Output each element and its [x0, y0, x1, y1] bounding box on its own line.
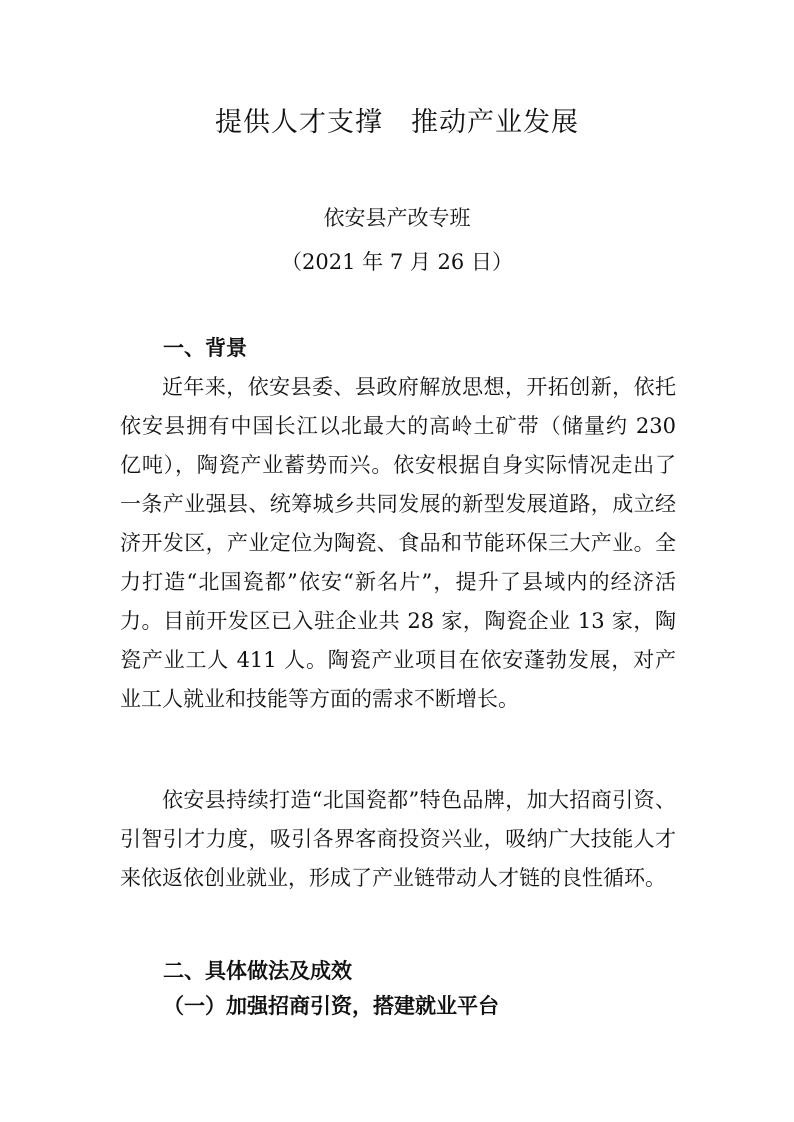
document-date: （2021 年 7 月 26 日） — [281, 250, 513, 274]
section-heading-background: 一、背景 — [163, 336, 247, 360]
document-title: 提供人才支撑 推动产业发展 — [215, 107, 579, 138]
paragraph-background-1: 近年来，依安县委、县政府解放思想，开拓创新，依托依安县拥有中国长江以北最大的高岭土矿带（储量约 230 亿吨），陶瓷产业蓄势而兴。依安根据自身实际情况走出了一条产业强县、统筹城乡共同发展的新型发展道路，成立经济开发区，产业定位为陶瓷、食品和节能环保三大产业。全力打造“北国瓷都”依安“新名片”，提升了县域内的经济活力。目前开发区已入驻企业共 28 家，陶瓷企业 13 家，陶瓷产业工人 411 人。陶瓷产业项目在依安蓬勃发展，对产业工人就业和技能等方面的需求不断增长。 — [120, 375, 676, 711]
paragraph-background-2: 依安县持续打造“北国瓷都”特色品牌，加大招商引资、引智引才力度，吸引各界客商投资兴业，吸纳广大技能人才来依返依创业就业，形成了产业链带动人才链的良性循环。 — [120, 788, 676, 890]
section-heading-practices: 二、具体做法及成效 — [163, 959, 352, 983]
subsection-heading-investment: （一）加强招商引资，搭建就业平台 — [163, 994, 499, 1018]
document-author: 依安县产改专班 — [323, 206, 471, 230]
